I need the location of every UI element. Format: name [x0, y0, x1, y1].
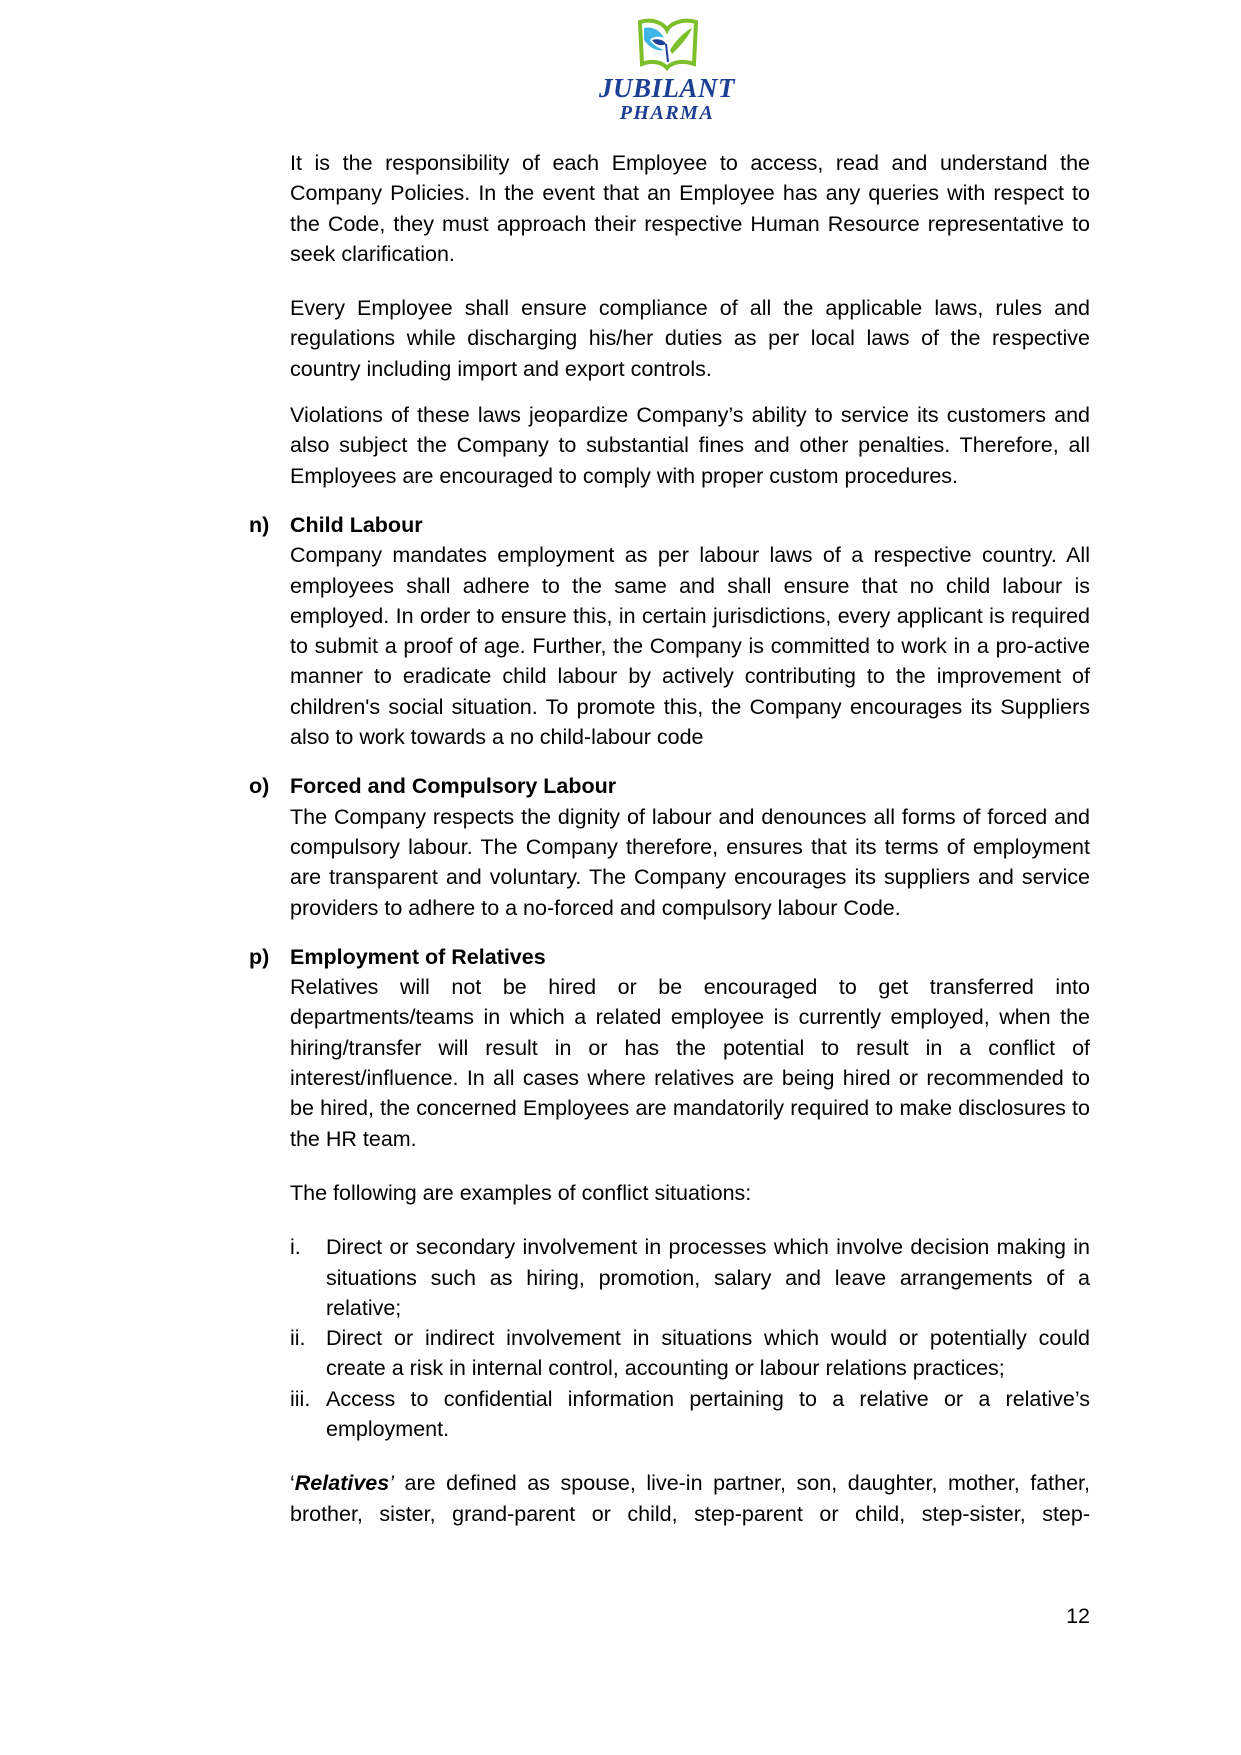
list-item — [290, 1323, 1090, 1384]
logo-emblem-icon — [592, 14, 742, 76]
list-item-number: iii. — [290, 1386, 311, 1411]
section-letter: n) — [249, 512, 270, 537]
logo-line2: PHARMA — [619, 102, 715, 124]
list-item-text: Access to confidential information pertaining to a relative or a relative’s employment. — [326, 1386, 1090, 1441]
list-item-text: Direct or secondary involvement in processes which involve decision making in situations such as hiring, promotion, salary and leave arrangements of a relative; — [326, 1235, 1090, 1320]
section-body: Relatives will not be hired or be encouraged to get transferred into departments/teams in which a related employee is currently employed, when the hiring/transfer will result in or has the potential to result in a conflict of interest/influence. In all cases where relatives are being hired or recommended to be hired, the concerned Employees are mandatorily required to make disclosures to the HR team. — [290, 975, 1090, 1151]
section-letter: p) — [249, 944, 270, 969]
relatives-definition: are defined as spouse, live-in partner, son, daughter, mother, father, brother, sister, grand-parent or child, step-parent or child, step-sister, step- — [290, 1471, 1090, 1526]
section-child-labour — [249, 510, 1090, 752]
section-body: The Company respects the dignity of labour and denounces all forms of forced and compulsory labour. The Company therefore, ensures that its terms of employment are transparent and voluntary. The Company encourages its suppliers and service providers to adhere to a no-forced and compulsory labour Code. — [290, 804, 1090, 920]
page-number: 12 — [1066, 1604, 1090, 1628]
logo-line1: JUBILANT — [598, 73, 735, 103]
intro-paragraph-2: Every Employee shall ensure compliance of all the applicable laws, rules and regulations while discharging his/her duties as per local laws of the respective country including import and export controls. — [290, 296, 1090, 381]
section-body: Company mandates employment as per labour laws of a respective country. All employees shall adhere to the same and shall ensure that no child labour is employed. In order to ensure this, in certain jurisdictions, every applicant is required to submit a proof of age. Further, the Company is committed to work in a pro-active manner to eradicate child labour by actively contributing to the improvement of children's social situation. To promote this, the Company encourages its Suppliers also to work towards a no child-labour code — [290, 543, 1090, 750]
section-title: Forced and Compulsory Labour — [290, 774, 617, 799]
open-quote: ‘ — [290, 1471, 295, 1496]
list-item — [290, 1384, 1090, 1445]
section-title: Employment of Relatives — [290, 944, 546, 969]
section-letter: o) — [249, 774, 270, 799]
relatives-definition-paragraph — [290, 1468, 1090, 1529]
section-employment-of-relatives — [249, 942, 1090, 1529]
company-logo — [592, 14, 742, 134]
examples-list — [290, 1232, 1090, 1444]
list-item — [290, 1232, 1090, 1323]
list-item-text: Direct or indirect involvement in situations which would or potentially could create a risk in internal control, accounting or labour relations practices; — [326, 1326, 1090, 1381]
intro-paragraph-1: It is the responsibility of each Employee to access, read and understand the Company Policies. In the event that an Employee has any queries with respect to the Code, they must approach their respective Human Resource representative to seek clarification. — [290, 151, 1090, 266]
section-title: Child Labour — [290, 512, 423, 537]
intro-paragraph-3: Violations of these laws jeopardize Company’s ability to service its customers and also subject the Company to substantial fines and other penalties. Therefore, all Employees are encouraged to comply with proper custom procedures. — [290, 403, 1090, 488]
examples-intro: The following are examples of conflict situations: — [290, 1180, 752, 1205]
list-item-number: ii. — [290, 1326, 306, 1351]
close-quote: ’ — [389, 1471, 394, 1496]
document-body — [249, 148, 1090, 1529]
list-item-number: i. — [290, 1235, 301, 1260]
section-forced-labour — [249, 771, 1090, 922]
relatives-term: Relatives — [294, 1471, 390, 1496]
